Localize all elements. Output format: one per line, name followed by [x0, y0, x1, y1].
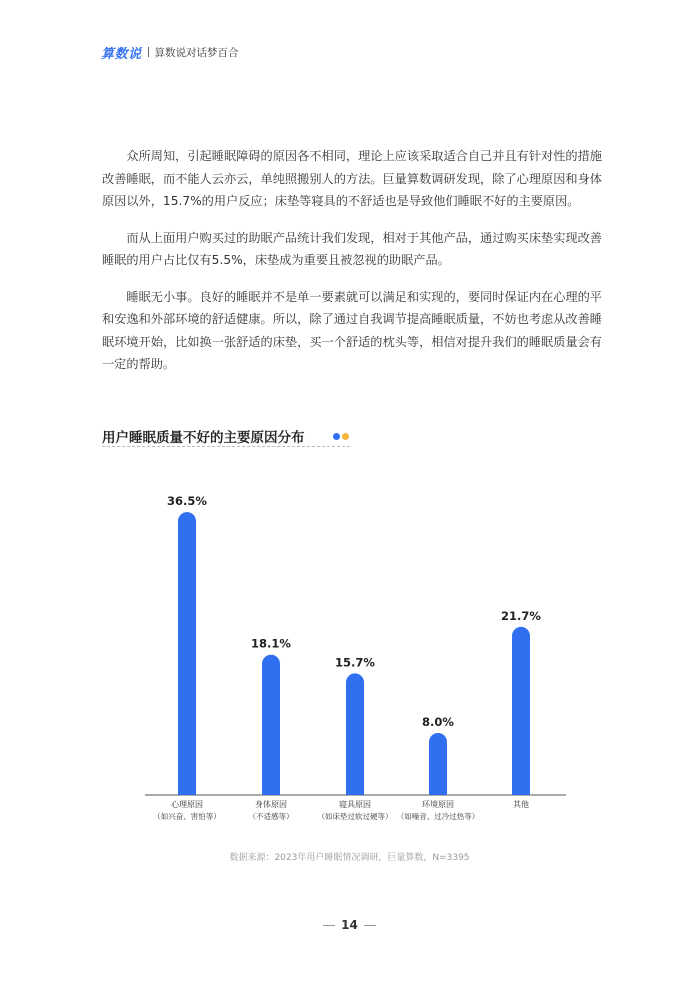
data-label-5: 21.7% [501, 608, 541, 623]
category-sublabel-3: （如床垫过软过硬等） [317, 812, 393, 821]
paragraph-1: 众所周知，引起睡眠障碍的原因各不相同，理论上应该采取适合自己并且有针对性的措施改善睡眠，而不能人云亦云，单纯照搬别人的方法。巨量算数调研发现，除了心理原因和身体原因以外，15.7%的用户反应；床垫等寝具的不舒适也是导致他们睡眠不好的主要原因。 [102, 149, 602, 208]
category-label-3: 寝具原因 [339, 800, 371, 809]
data-label-1: 36.5% [167, 494, 207, 509]
page-header [101, 42, 239, 62]
bar-chart [0, 470, 699, 830]
bar-2 [262, 655, 280, 795]
paragraph-2: 而从上面用户购买过的助眠产品统计我们发现，相对于其他产品，通过购买床垫实现改善睡眠的用户占比仅有5.5%，床垫成为重要且被忽视的助眠产品。 [102, 230, 602, 267]
decorative-dot-yellow [342, 433, 349, 440]
category-label-2: 身体原因 [255, 800, 287, 809]
category-sublabel-1: （如兴奋、害怕等） [153, 812, 221, 821]
page-number: 14 [341, 918, 358, 932]
paragraph-3: 睡眠无小事。良好的睡眠并不是单一要素就可以满足和实现的，要同时保证内在心理的平和安逸和外部环境的舒适健康。所以，除了通过自我调节提高睡眠质量，不妨也考虑从改善睡眠环境开始，比如换一张舒适的床垫，买一个舒适的枕头等，相信对提升我们的睡眠质量会有一定的帮助。 [102, 289, 602, 371]
header-title: 算数说对话梦百合 [154, 46, 239, 59]
bar-4 [429, 733, 447, 795]
data-label-4: 8.0% [422, 715, 454, 729]
body-text [102, 145, 602, 390]
category-label-4: 环境原因 [422, 800, 454, 809]
category-label-1: 心理原因 [171, 800, 203, 809]
category-label-5: 其他 [513, 800, 529, 809]
chart-section-title: 用户睡眠质量不好的主要原因分布 [102, 430, 305, 446]
bar-5 [512, 627, 530, 795]
data-label-2: 18.1% [251, 636, 291, 651]
header-divider [148, 47, 149, 57]
bar-1 [178, 512, 196, 795]
data-source-note: 数据来源：2023年用户睡眠情况调研，巨量算数，N=3395 [229, 853, 470, 863]
footer-line-left [323, 925, 335, 926]
bar-3 [346, 673, 364, 795]
page-footer [0, 918, 699, 932]
category-sublabel-2: （不适感等） [248, 812, 294, 821]
decorative-dot-blue [333, 433, 340, 440]
footer-line-right [364, 925, 376, 926]
brand-logo: 算数说 [101, 46, 142, 62]
category-sublabel-4: （如噪音、过冷过热等） [396, 812, 480, 821]
title-underline [102, 446, 350, 447]
data-label-3: 15.7% [335, 655, 375, 670]
